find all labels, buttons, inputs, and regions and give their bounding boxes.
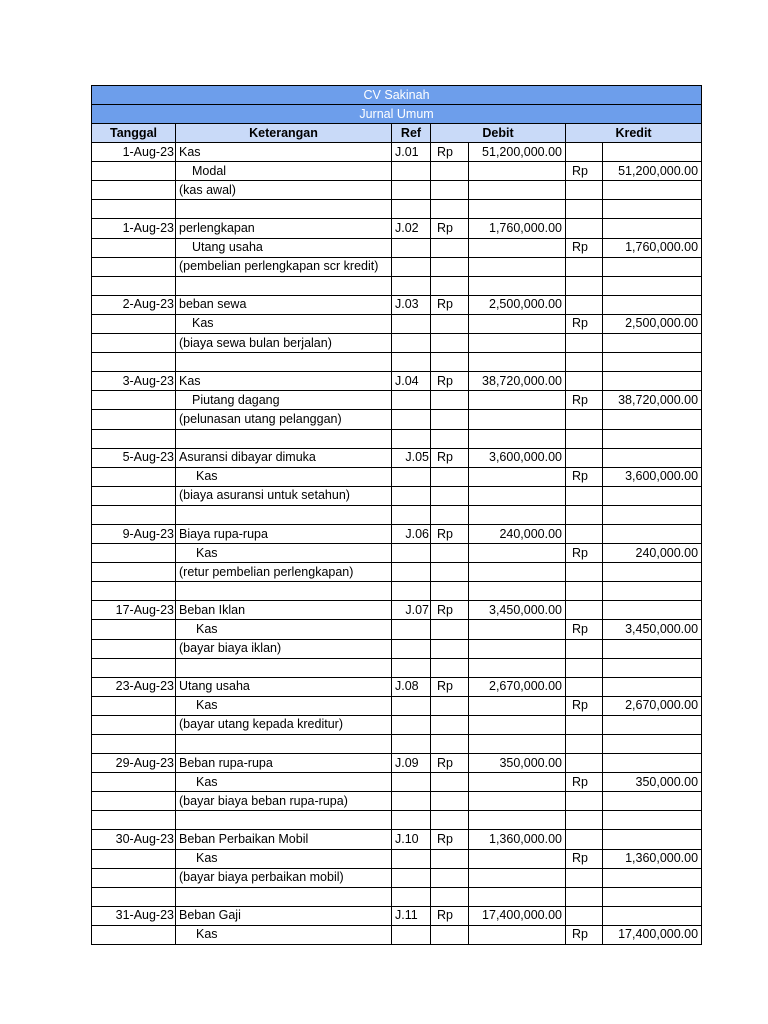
entry-ref: J.10 — [392, 830, 431, 849]
entry-date: 2-Aug-23 — [92, 295, 176, 314]
credit-amount: 17,400,000.00 — [603, 925, 702, 944]
debit-row — [92, 372, 702, 391]
credit-currency: Rp — [566, 925, 603, 944]
debit-currency: Rp — [431, 372, 469, 391]
debit-currency: Rp — [431, 448, 469, 467]
spacer-row — [92, 429, 702, 448]
credit-account: Kas — [176, 620, 392, 639]
debit-amount: 2,500,000.00 — [469, 295, 566, 314]
credit-row — [92, 391, 702, 410]
entry-ref: J.05 — [392, 448, 431, 467]
credit-amount: 2,500,000.00 — [603, 314, 702, 333]
debit-amount: 38,720,000.00 — [469, 372, 566, 391]
note-row — [92, 715, 702, 734]
credit-account: Kas — [176, 925, 392, 944]
credit-row — [92, 925, 702, 944]
debit-account: Beban Perbaikan Mobil — [176, 830, 392, 849]
debit-currency: Rp — [431, 143, 469, 162]
debit-row — [92, 677, 702, 696]
entry-date: 5-Aug-23 — [92, 448, 176, 467]
credit-amount: 38,720,000.00 — [603, 391, 702, 410]
debit-row — [92, 524, 702, 543]
credit-row — [92, 544, 702, 563]
spacer-row — [92, 887, 702, 906]
note-row — [92, 792, 702, 811]
debit-currency: Rp — [431, 295, 469, 314]
debit-currency: Rp — [431, 754, 469, 773]
note-row — [92, 868, 702, 887]
credit-currency: Rp — [566, 391, 603, 410]
entry-ref: J.02 — [392, 219, 431, 238]
spacer-row — [92, 811, 702, 830]
credit-amount: 3,450,000.00 — [603, 620, 702, 639]
debit-row — [92, 601, 702, 620]
debit-currency: Rp — [431, 601, 469, 620]
journal-table — [91, 85, 702, 945]
debit-amount: 3,450,000.00 — [469, 601, 566, 620]
debit-account: Biaya rupa-rupa — [176, 524, 392, 543]
entry-ref: J.03 — [392, 295, 431, 314]
debit-currency: Rp — [431, 677, 469, 696]
credit-currency: Rp — [566, 849, 603, 868]
entry-ref: J.01 — [392, 143, 431, 162]
entry-date: 1-Aug-23 — [92, 219, 176, 238]
debit-row — [92, 219, 702, 238]
debit-row — [92, 754, 702, 773]
credit-currency: Rp — [566, 162, 603, 181]
entry-note: (pembelian perlengkapan scr kredit) — [176, 257, 392, 276]
entry-ref: J.04 — [392, 372, 431, 391]
entry-note: (biaya sewa bulan berjalan) — [176, 334, 392, 353]
spacer-row — [92, 582, 702, 601]
header-row — [92, 124, 702, 143]
credit-account: Kas — [176, 773, 392, 792]
debit-account: Beban rupa-rupa — [176, 754, 392, 773]
entry-note: (retur pembelian perlengkapan) — [176, 563, 392, 582]
note-row — [92, 334, 702, 353]
debit-row — [92, 830, 702, 849]
debit-account: Kas — [176, 372, 392, 391]
credit-account: Piutang dagang — [176, 391, 392, 410]
credit-currency: Rp — [566, 314, 603, 333]
debit-account: Beban Iklan — [176, 601, 392, 620]
credit-account: Kas — [176, 696, 392, 715]
credit-account: Modal — [176, 162, 392, 181]
debit-amount: 240,000.00 — [469, 524, 566, 543]
entry-date: 3-Aug-23 — [92, 372, 176, 391]
entry-ref: J.07 — [392, 601, 431, 620]
journal-title: Jurnal Umum — [92, 105, 702, 124]
credit-currency: Rp — [566, 620, 603, 639]
debit-amount: 1,360,000.00 — [469, 830, 566, 849]
credit-account: Kas — [176, 849, 392, 868]
credit-row — [92, 467, 702, 486]
header-desc: Keterangan — [176, 124, 392, 143]
debit-account: Kas — [176, 143, 392, 162]
credit-row — [92, 696, 702, 715]
entry-ref: J.11 — [392, 906, 431, 925]
debit-account: Utang usaha — [176, 677, 392, 696]
spacer-row — [92, 735, 702, 754]
entry-note: (kas awal) — [176, 181, 392, 200]
company-name: CV Sakinah — [92, 86, 702, 105]
debit-amount: 2,670,000.00 — [469, 677, 566, 696]
spacer-row — [92, 505, 702, 524]
debit-account: Asuransi dibayar dimuka — [176, 448, 392, 467]
header-date: Tanggal — [92, 124, 176, 143]
spacer-row — [92, 200, 702, 219]
credit-amount: 51,200,000.00 — [603, 162, 702, 181]
debit-row — [92, 143, 702, 162]
spacer-row — [92, 353, 702, 372]
credit-row — [92, 620, 702, 639]
entry-date: 31-Aug-23 — [92, 906, 176, 925]
debit-amount: 350,000.00 — [469, 754, 566, 773]
credit-amount: 3,600,000.00 — [603, 467, 702, 486]
note-row — [92, 181, 702, 200]
credit-currency: Rp — [566, 467, 603, 486]
entry-note: (bayar biaya iklan) — [176, 639, 392, 658]
credit-account: Kas — [176, 467, 392, 486]
debit-account: Beban Gaji — [176, 906, 392, 925]
debit-currency: Rp — [431, 219, 469, 238]
entry-ref: J.06 — [392, 524, 431, 543]
credit-row — [92, 238, 702, 257]
credit-currency: Rp — [566, 773, 603, 792]
entry-note: (bayar utang kepada kreditur) — [176, 715, 392, 734]
header-debit: Debit — [431, 124, 566, 143]
credit-currency: Rp — [566, 238, 603, 257]
credit-account: Kas — [176, 544, 392, 563]
entry-date: 30-Aug-23 — [92, 830, 176, 849]
credit-account: Utang usaha — [176, 238, 392, 257]
journal-title-row — [92, 105, 702, 124]
entry-date: 1-Aug-23 — [92, 143, 176, 162]
debit-row — [92, 906, 702, 925]
debit-amount: 51,200,000.00 — [469, 143, 566, 162]
entry-note: (bayar biaya beban rupa-rupa) — [176, 792, 392, 811]
credit-row — [92, 773, 702, 792]
spacer-row — [92, 658, 702, 677]
entry-ref: J.09 — [392, 754, 431, 773]
header-credit: Kredit — [566, 124, 702, 143]
entry-note: (pelunasan utang pelanggan) — [176, 410, 392, 429]
credit-amount: 1,360,000.00 — [603, 849, 702, 868]
entry-date: 17-Aug-23 — [92, 601, 176, 620]
note-row — [92, 486, 702, 505]
debit-amount: 1,760,000.00 — [469, 219, 566, 238]
journal-body — [92, 143, 702, 945]
note-row — [92, 639, 702, 658]
company-row — [92, 86, 702, 105]
entry-date: 23-Aug-23 — [92, 677, 176, 696]
note-row — [92, 257, 702, 276]
note-row — [92, 410, 702, 429]
entry-date: 9-Aug-23 — [92, 524, 176, 543]
credit-amount: 2,670,000.00 — [603, 696, 702, 715]
spacer-row — [92, 276, 702, 295]
credit-currency: Rp — [566, 696, 603, 715]
credit-row — [92, 162, 702, 181]
debit-row — [92, 295, 702, 314]
debit-currency: Rp — [431, 830, 469, 849]
credit-row — [92, 314, 702, 333]
credit-amount: 1,760,000.00 — [603, 238, 702, 257]
credit-amount: 350,000.00 — [603, 773, 702, 792]
entry-date: 29-Aug-23 — [92, 754, 176, 773]
credit-account: Kas — [176, 314, 392, 333]
debit-currency: Rp — [431, 524, 469, 543]
credit-row — [92, 849, 702, 868]
debit-account: perlengkapan — [176, 219, 392, 238]
entry-note: (bayar biaya perbaikan mobil) — [176, 868, 392, 887]
debit-account: beban sewa — [176, 295, 392, 314]
credit-currency: Rp — [566, 544, 603, 563]
entry-ref: J.08 — [392, 677, 431, 696]
entry-note: (biaya asuransi untuk setahun) — [176, 486, 392, 505]
debit-currency: Rp — [431, 906, 469, 925]
debit-row — [92, 448, 702, 467]
credit-amount: 240,000.00 — [603, 544, 702, 563]
debit-amount: 3,600,000.00 — [469, 448, 566, 467]
header-ref: Ref — [392, 124, 431, 143]
note-row — [92, 563, 702, 582]
debit-amount: 17,400,000.00 — [469, 906, 566, 925]
